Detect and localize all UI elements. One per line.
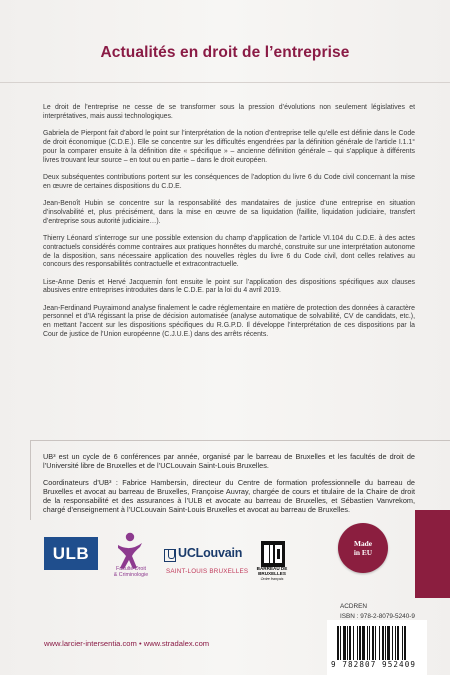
summary-text [43,104,415,348]
barcode-bar [367,626,368,660]
barcode-bar [385,626,386,660]
barcode-bar [379,626,380,660]
publisher-urls: www.larcier-intersentia.com • www.stradalex.com [44,639,210,648]
barcode-bar [337,626,339,660]
page-title: Actualités en droit de l’entreprise [100,44,350,61]
publisher-code: ACDREN [340,603,367,610]
ub3-description: UB³ est un cycle de 6 conférences par année, organisé par le barreau de Bruxelles et les facultés de droit de l’Université libre de Bruxelles et de l’UCLouvain Saint-Louis Bruxelles. [43,452,415,471]
summary-paragraph: Le droit de l’entreprise ne cesse de se transformer sous la pression d’évolutions non seulement législatives et interprétatives, mais aussi technologiques. [43,104,415,120]
ub3-info-box [43,452,415,525]
summary-paragraph: Lise-Anne Denis et Hervé Jacquemin font ensuite le point sur l’application des dispositions spécifiques aux clauses abusives entre entreprises introduites dans le C.D.E. par la loi du 4 avril 2019. [43,278,415,295]
uclouvain-mark-icon [164,549,176,562]
box-top-border [30,440,450,441]
barreau-name-line: BARREAU DE [256,566,288,571]
side-color-band [415,510,450,598]
barcode-bar [353,626,354,660]
barcode-bar [392,626,393,660]
box-left-border [30,440,31,520]
barcode-bar [343,626,346,660]
summary-paragraph: Jean-Benoît Hubin se concentre sur la responsabilité des mandataires de justice d’une entreprise en situation d’insolvabilité et, plus précisément, dans la mise en œuvre de sa liquidation (faillite, liquidation judiciaire, transfert d’entreprise sous autorité judiciaire…). [43,199,415,225]
barcode-number: 9 782807 952409 [331,660,417,669]
barcode-image [337,626,421,660]
barreau-emblem-icon [260,540,286,568]
barcode-bar [402,626,403,660]
faculty-label [102,566,160,578]
title-divider [0,82,450,83]
barcode-bar [382,626,384,660]
faculty-label-line: & Criminologie [113,572,149,579]
isbn-text: ISBN : 978-2-8079-5240-9 [340,613,415,620]
barcode-bar [347,626,348,660]
barcode-bar [397,626,399,660]
barreau-name-line: BRUXELLES [258,571,286,576]
barcode-bar [375,626,376,660]
barcode-bar [372,626,374,660]
faculty-label-line: Faculté Droit [115,566,147,572]
barreau-subtitle: Ordre français [260,577,284,581]
ub3-coordinators: Coordinateurs d’UB³ : Fabrice Hambersin, directeur du Centre de formation professionnelle du barreau de Bruxelles et avocat au barreau de Bruxelles, Françoise Auvray, chargée de cours et titulaire de la Chaire de droit de la responsabilité et des assurances à l’ULB et avocate au barreau de Bruxelles, et Sébastien Vanvrekom, chargé d’enseignement à l’UCLouvain Saint-Louis Bruxelles et avocat au barreau de Bruxelles. [43,477,415,515]
badge-line: Made [353,539,373,548]
ulb-logo: ULB [44,537,98,570]
summary-paragraph: Thierry Léonard s’interroge sur une possible extension du champ d’application de l’article VI.104 du C.D.E. à des actes contractuels considérés comme contraires aux pratiques honnêtes du marché, construite sur une interprétation autonome de la disposition, sans nécessaire application des nouvelles règles du livre 6 du Code civil, dont celles relatives au concours des responsabilités contractuelle et extracontractuelle. [43,234,415,269]
barcode-bar [387,626,390,660]
made-in-eu-badge [338,523,388,573]
barcode-bar [369,626,370,660]
barcode-bar [357,626,358,660]
barcode-bar [362,626,365,660]
summary-paragraph: Gabriela de Pierpont fait d’abord le point sur l’interprétation de la notion d’entreprise telle qu’elle est définie dans le Code de droit économique (C.D.E.). Elle se concentre sur les difficultés engendrées par la définition générale de l’article I.1.1° pour la comparer ensuite à la définition dite « spécifique » – ancienne définition générale – qui s’applique à différents livres trouvant leur source – en tout ou en partie – dans le droit européen. [43,130,415,164]
barcode-bar [404,626,406,660]
barcode-bar [340,626,341,660]
summary-paragraph: Deux subséquentes contributions portent sur les conséquences de l’adoption du livre 6 du Code civil concernant la mise en œuvre de certaines dispositions du C.D.E. [43,173,415,190]
barcode-bar [349,626,351,660]
barcode-bar [359,626,361,660]
summary-paragraph: Jean-Ferdinand Puyraimond analyse finalement le cadre réglementaire en matière de protection des données à caractère personnel et d’IA régissant la prise de décision automatisée (analyse automatique de solvabilité, CV de candidats, etc.), en mettant l’accent sur les dispositions spécifiques du R.G.P.D. Il développe l’interprétation de ces dispositions par la Cour de justice de l’Union européenne (C.J.U.E.) dans des arrêts récents. [43,304,415,339]
barcode-bar [395,626,396,660]
uclouvain-name: UCLouvain [178,546,243,560]
barreau-name [252,566,292,576]
badge-line: in EU [353,548,373,557]
uclouvain-campus: SAINT-LOUIS BRUXELLES [166,568,249,575]
